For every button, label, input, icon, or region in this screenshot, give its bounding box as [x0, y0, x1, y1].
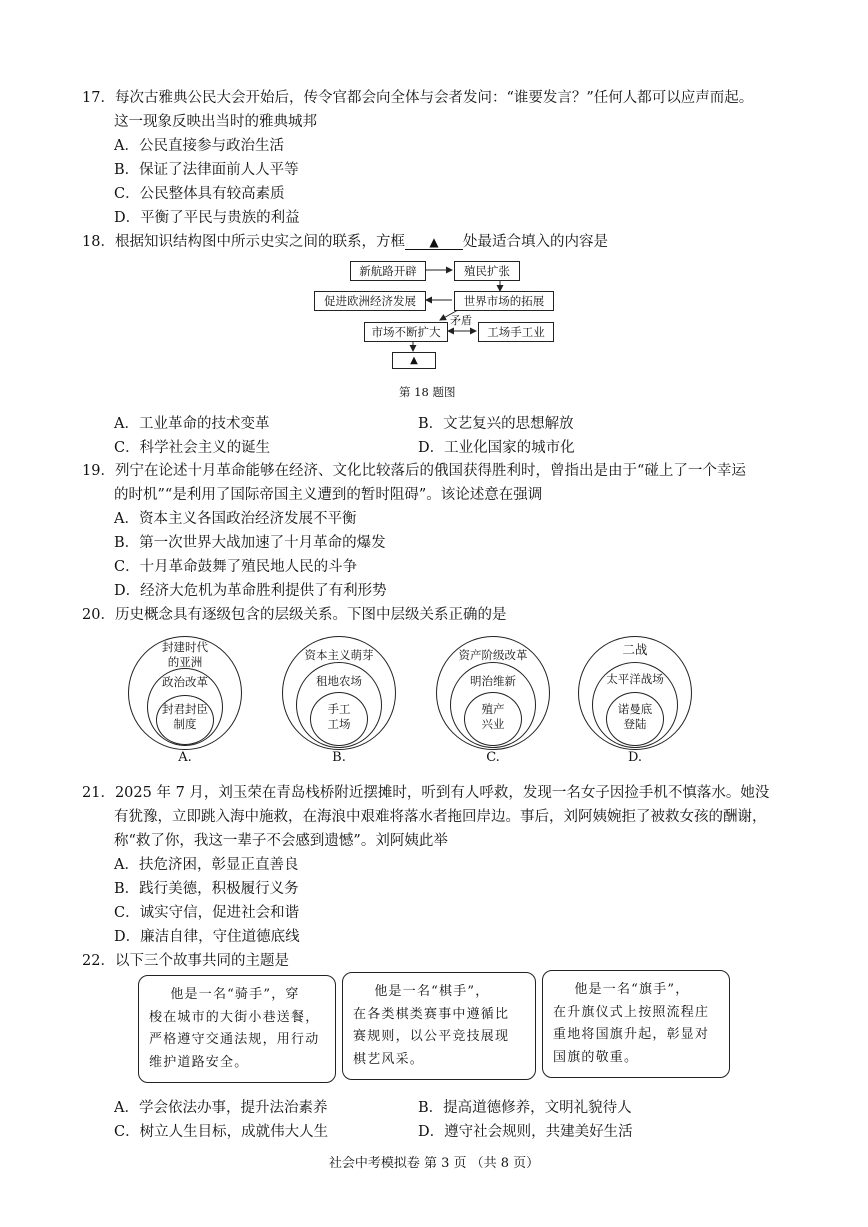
- q18-node-workshop: 工场手工业: [478, 322, 554, 342]
- q20-diagram-c: [434, 632, 554, 767]
- story-line: 他是一名“旗手”，: [553, 982, 690, 997]
- q18-stem: [82, 230, 608, 251]
- q18-option-b: B．文艺复兴的思想解放: [418, 416, 574, 432]
- inner-label-line1: 手工: [327, 702, 351, 716]
- q20-diagram-d: [576, 632, 696, 767]
- inner-label-line2: 工场: [327, 717, 351, 731]
- option-label: D.: [627, 750, 643, 765]
- q19-option-c: C．十月革命鼓舞了殖民地人民的斗争: [114, 559, 358, 575]
- q20-stem: 20．历史概念具有逐级包含的层级关系。下图中层级关系正确的是: [82, 607, 507, 623]
- q20-diagram-b: [280, 632, 400, 767]
- q18-node-new-routes: 新航路开辟: [350, 261, 426, 281]
- q18-node-colonial-expansion: 殖民扩张: [454, 261, 520, 281]
- q22-stem: 22．以下三个故事共同的主题是: [82, 953, 289, 969]
- q18-node-blank: ▲: [392, 352, 436, 369]
- inner-label-line2: 制度: [173, 717, 197, 731]
- q18-node-world-market: 世界市场的拓展: [454, 291, 554, 311]
- outer-label-line2: 的亚洲: [167, 655, 203, 669]
- q21-option-b: B．践行美德，积极履行义务: [114, 881, 299, 897]
- q17-option-a: A．公民直接参与政治生活: [114, 138, 284, 154]
- story-line: 赛规则，以公平竞技展现: [353, 1029, 510, 1044]
- q22-story-rider: [138, 975, 336, 1083]
- outer-label-line1: 封建时代: [162, 640, 208, 654]
- outer-label: [126, 640, 244, 670]
- middle-label: 太平洋战场: [606, 672, 664, 686]
- q18-node-europe-economy: 促进欧洲经济发展: [314, 291, 426, 311]
- inner-label: [434, 702, 552, 732]
- outer-label: 二战: [622, 642, 648, 657]
- story-line: 棋艺风采。: [353, 1051, 425, 1067]
- inner-label: [280, 702, 398, 732]
- option-label: C.: [486, 750, 500, 765]
- q21-option-c: C．诚实守信，促进社会和谐: [114, 905, 300, 921]
- outer-label: 资本主义萌芽: [304, 648, 374, 662]
- inner-label-line2: 登陆: [623, 717, 647, 731]
- q18-caption: 第 18 题图: [399, 385, 456, 399]
- q18-contradiction-label: 矛盾: [450, 314, 472, 327]
- inner-label-line1: 封君封臣: [162, 702, 208, 716]
- story-line: 重地将国旗升起，彰显对: [553, 1027, 710, 1042]
- q18-stem-a: 18．根据知识结构图中所示史实之间的联系，方框: [82, 234, 405, 250]
- q22-story-chess-player: [342, 972, 536, 1080]
- q19-stem-line1: 19．列宁在论述十月革命能够在经济、文化比较落后的俄国获得胜利时，曾指出是由于“碰上了一个幸运: [82, 463, 746, 479]
- q21-option-a: A．扶危济困，彰显正直善良: [114, 857, 299, 873]
- inner-label: [126, 702, 244, 732]
- q18-stem-b: 处最适合填入的内容是: [462, 234, 608, 250]
- q18-diagram: [300, 256, 560, 371]
- q22-option-d: D．遵守社会规则，共建美好生活: [418, 1124, 633, 1140]
- q22-story-flag-bearer: [542, 970, 730, 1078]
- q17-stem-line1: 17．每次古雅典公民大会开始后，传令官都会向全体与会者发问：“谁要发言？”任何人都可以应声而起。: [82, 90, 754, 106]
- q19-option-b: B．第一次世界大战加速了十月革命的爆发: [114, 535, 386, 551]
- story-line: 在各类棋类赛事中遵循比: [353, 1006, 510, 1022]
- q21-option-d: D．廉洁自律，守住道德底线: [114, 929, 300, 945]
- middle-label: 租地农场: [316, 674, 362, 688]
- inner-label: [576, 702, 694, 732]
- q19-option-d: D．经济大危机为革命胜利提供了有利形势: [114, 583, 387, 599]
- q20-diagram-a: [126, 632, 246, 767]
- page-footer: 社会中考模拟卷 第 3 页 （共 8 页）: [328, 1156, 540, 1171]
- story-line: 严格遵守交通法规，用行动: [149, 1032, 320, 1047]
- inner-label-line2: 兴业: [481, 717, 505, 731]
- story-line: 在升旗仪式上按照流程庄: [553, 1004, 710, 1020]
- q22-option-a: A．学会依法办事，提升法治素养: [114, 1100, 328, 1116]
- q21-stem-line3: 称“救了你，我这一辈子不会感到遗憾”。刘阿姨此举: [114, 833, 448, 849]
- middle-label: 明治维新: [470, 674, 516, 688]
- q18-option-d: D．工业化国家的城市化: [418, 440, 575, 456]
- q17-option-d: D．平衡了平民与贵族的利益: [114, 210, 300, 226]
- story-line: 国旗的敬重。: [553, 1049, 639, 1065]
- story-line: 他是一名“棋手”，: [353, 984, 490, 999]
- story-line: 他是一名“骑手”，穿: [149, 987, 300, 1002]
- story-line: 维护道路安全。: [149, 1054, 249, 1070]
- q17-option-c: C．公民整体具有较高素质: [114, 186, 285, 202]
- q21-stem-line2: 有犹豫，立即跳入海中施救，在海浪中艰难将落水者拖回岸边。事后，刘阿姨婉拒了被救女孩的酬谢，: [114, 809, 767, 825]
- q18-blank: ▲: [405, 235, 463, 250]
- story-line: 梭在城市的大街小巷送餐，: [149, 1009, 320, 1025]
- q18-option-a: A．工业革命的技术变革: [114, 416, 270, 432]
- outer-label: 资产阶级改革: [458, 648, 528, 662]
- q19-option-a: A．资本主义各国政治经济发展不平衡: [114, 511, 357, 527]
- middle-label: 政治改革: [162, 675, 208, 689]
- q17-option-b: B．保证了法律面前人人平等: [114, 162, 299, 178]
- q18-node-market-expansion: 市场不断扩大: [364, 322, 448, 342]
- option-label: A.: [178, 750, 192, 765]
- inner-label-line1: 殖产: [481, 702, 505, 716]
- inner-label-line1: 诺曼底: [617, 702, 653, 716]
- option-label: B.: [332, 750, 346, 765]
- q22-option-c: C．树立人生目标，成就伟大人生: [114, 1124, 329, 1140]
- q19-stem-line2: 的时机”“是利用了国际帝国主义遭到的暂时阻碍”。该论述意在强调: [114, 487, 543, 503]
- q21-stem-line1: 21．2025 年 7 月，刘玉荣在青岛栈桥附近摆摊时，听到有人呼救，发现一名女子因捡手机不慎落水。她没: [82, 785, 770, 801]
- q22-option-b: B．提高道德修养，文明礼貌待人: [418, 1100, 632, 1116]
- q17-stem-line2: 这一现象反映出当时的雅典城邦: [114, 114, 317, 130]
- q18-option-c: C．科学社会主义的诞生: [114, 440, 271, 456]
